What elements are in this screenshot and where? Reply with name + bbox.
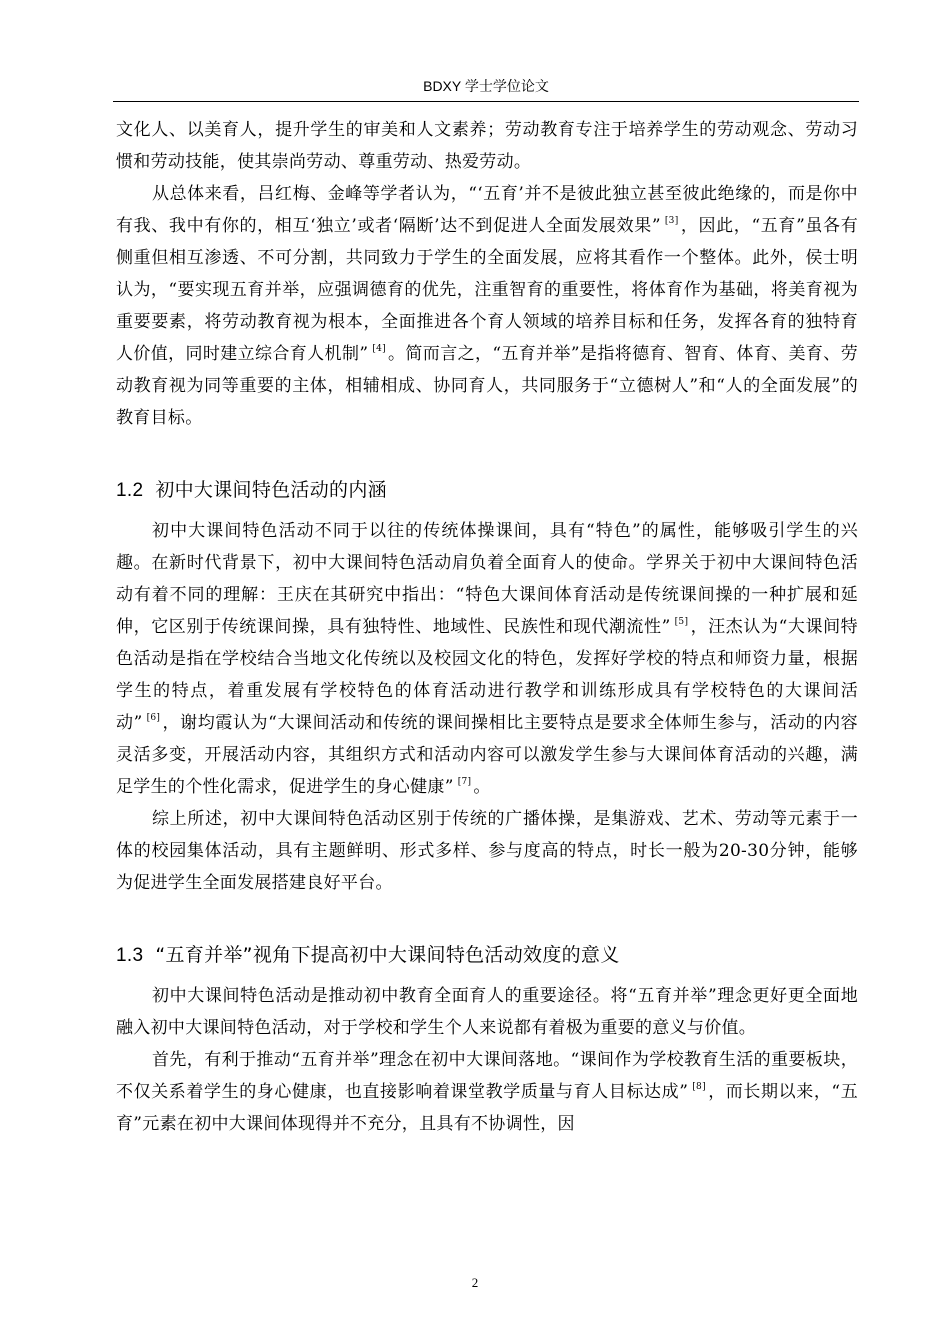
section-number: 1.3 xyxy=(116,945,144,966)
section-heading-1-3 xyxy=(116,941,858,970)
text-run: ，而长期以来，“五育”元素在初中大课间体现得并不充分，且具有不协调性，因 xyxy=(116,1082,859,1134)
text-run: 。简而言之，“五育并举”是指将德育、智育、体育、美育、劳动教育视为同等重要的主体，相辅相成、协同育人，共同服务于“立德树人”和“人的全面发展”的教育目标。 xyxy=(116,344,858,428)
section-number: 1.2 xyxy=(116,480,144,501)
text-run: 首先，有利于推动“五育并举”理念在初中大课间落地。“课间作为学校教育生活的重要板块，不仅关系着学生的身心健康，也直接影响着课堂教学质量与育人目标达成” xyxy=(116,1050,858,1102)
citation-8: [8] xyxy=(692,1082,706,1092)
section-title: “五育并举”视角下提高初中大课间特色活动效度的意义 xyxy=(155,944,620,966)
paragraph-definition xyxy=(116,515,858,803)
text-run: 。 xyxy=(473,777,491,797)
citation-3: [3] xyxy=(664,216,679,226)
citation-7: [7] xyxy=(457,777,472,787)
section-title: 初中大课间特色活动的内涵 xyxy=(155,479,387,501)
section-heading-1-2 xyxy=(116,476,858,505)
citation-5: [5] xyxy=(674,617,689,627)
text-run: ，汪杰认为“大课间特色活动是指在学校结合当地文化传统以及校园文化的特色，发挥好学校的特点和师资力量，根据学生的特点，着重发展有学校特色的体育活动进行教学和训练形成具有学校特色的大课间活动” xyxy=(116,617,858,733)
page-body xyxy=(116,114,858,1140)
citation-4: [4] xyxy=(372,344,386,354)
paragraph-first-point xyxy=(116,1044,858,1140)
page-number: 2 xyxy=(471,1275,479,1290)
text-run: ，因此，“五育”虽各有侧重但相互渗透、不可分割，共同致力于学生的全面发展，应将其看作一个整体。此外，侯士明认为，“要实现五育并举，应强调德育的优先，注重智育的重要性，将体育作为基础，将美育视为重要要素，将劳动教育视为根本，全面推进各个育人领域的培养目标和任务，发挥各育的独特育人价值，同时建立综合育人机制” xyxy=(116,216,858,364)
paragraph-summary: 综上所述，初中大课间特色活动区别于传统的广播体操，是集游戏、艺术、劳动等元素于一体的校园集体活动，具有主题鲜明、形式多样、参与度高的特点，时长一般为20-30分钟，能够为促进学生全面发展搭建良好平台。 xyxy=(116,809,858,893)
text-run: 从总体来看，吕红梅、金峰等学者认为，“‘五育’并不是彼此独立甚至彼此绝缘的，而是你中有我、我中有你的，相互‘独立’或者‘隔断’达不到促进人全面发展效果” xyxy=(116,184,858,236)
citation-6: [6] xyxy=(146,713,161,723)
running-header: BDXY 学士学位论文 xyxy=(423,78,549,94)
paragraph-wuyu-overview xyxy=(116,178,858,434)
paragraph-continued: 文化人、以美育人，提升学生的审美和人文素养；劳动教育专注于培养学生的劳动观念、劳动习惯和劳动技能，使其崇尚劳动、尊重劳动、热爱劳动。 xyxy=(116,120,858,172)
header-rule xyxy=(113,101,859,102)
text-run: ，谢均霞认为“大课间活动和传统的课间操相比主要特点是要求全体师生参与，活动的内容灵活多变，开展活动内容，其组织方式和活动内容可以激发学生参与大课间体育活动的兴趣，满足学生的个性化需求，促进学生的身心健康” xyxy=(116,713,858,797)
paragraph-significance-intro: 初中大课间特色活动是推动初中教育全面育人的重要途径。将“五育并举”理念更好更全面地融入初中大课间特色活动，对于学校和学生个人来说都有着极为重要的意义与价值。 xyxy=(116,986,858,1038)
text-run: 初中大课间特色活动不同于以往的传统体操课间，具有“特色”的属性，能够吸引学生的兴趣。在新时代背景下，初中大课间特色活动肩负着全面育人的使命。学界关于初中大课间特色活动有着不同的理解：王庆在其研究中指出：“特色大课间体育活动是传统课间操的一种扩展和延伸，它区别于传统课间操，具有独特性、地域性、民族性和现代潮流性” xyxy=(116,521,858,637)
